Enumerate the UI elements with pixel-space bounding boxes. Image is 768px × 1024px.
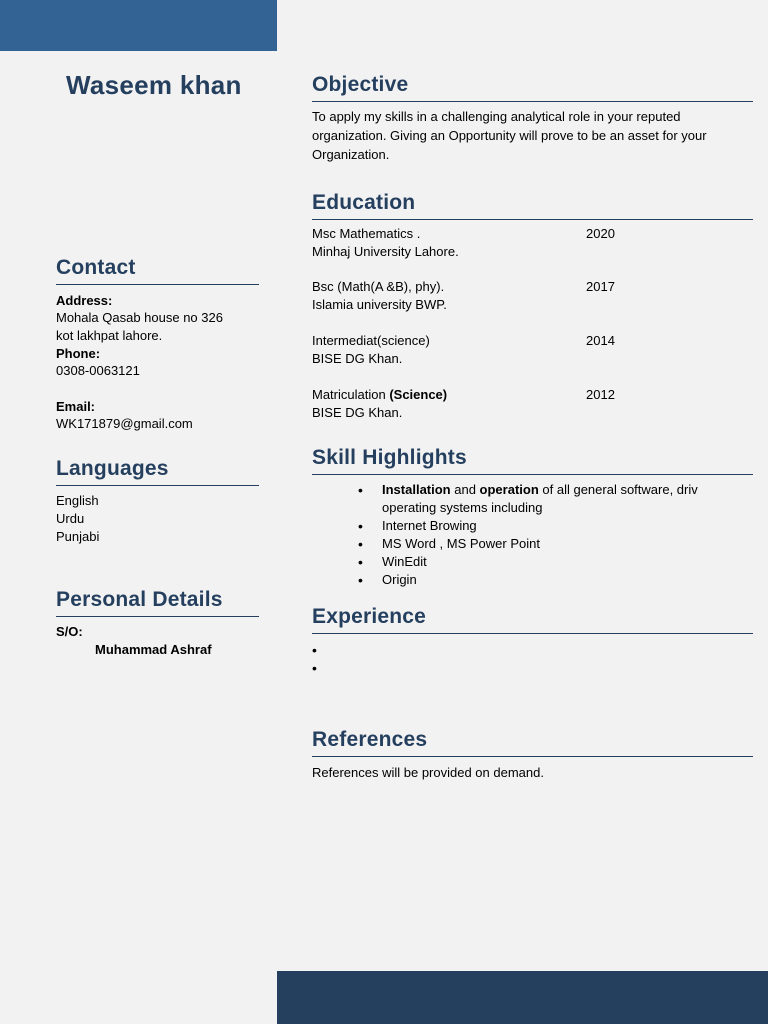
- list-item: • MS Word , MS Power Point: [312, 535, 753, 553]
- objective-line-1: To apply my skills in a challenging analytical role in your reputed: [312, 109, 681, 124]
- skill-text: and: [450, 482, 480, 497]
- education-degree: Bsc (Math(A &B), phy).: [312, 279, 445, 294]
- education-year: 2012: [586, 387, 615, 402]
- education-degree: Intermediat(science): [312, 333, 430, 348]
- education-institute: BISE DG Khan.: [312, 405, 403, 420]
- education-institute: Minhaj University Lahore.: [312, 244, 459, 259]
- education-institute: BISE DG Khan.: [312, 351, 403, 366]
- bottom-banner: [277, 971, 768, 1024]
- email-value: WK171879@gmail.com: [56, 416, 193, 431]
- skills-heading: Skill Highlights: [312, 446, 753, 475]
- education-year: 2017: [586, 279, 615, 294]
- list-item: • WinEdit: [312, 553, 753, 571]
- contact-heading: Contact: [56, 256, 259, 285]
- personal-details-heading: Personal Details: [56, 588, 259, 617]
- references-text: References will be provided on demand.: [312, 765, 544, 780]
- education-institute: Islamia university BWP.: [312, 297, 447, 312]
- address-line-2: kot lakhpat lahore.: [56, 328, 163, 343]
- phone-label: Phone:: [56, 346, 101, 361]
- skill-text: operating systems including: [382, 500, 543, 515]
- list-item: [266, 641, 707, 659]
- address-label: Address:: [56, 293, 113, 308]
- experience-list: [266, 641, 707, 677]
- list-item: [312, 481, 753, 517]
- language-item: Punjabi: [56, 529, 100, 544]
- references-heading: References: [312, 728, 753, 757]
- so-label: S/O:: [56, 624, 83, 639]
- skill-bold-text: Installation: [382, 482, 451, 497]
- skills-list: [312, 481, 753, 589]
- list-item: • Origin: [312, 571, 753, 589]
- objective-line-3: Organization.: [312, 147, 390, 162]
- education-degree-bold: (Science): [389, 387, 448, 402]
- resume-name: Waseem khan: [66, 70, 242, 100]
- list-item: • Internet Browing: [312, 517, 753, 535]
- skill-text: of all general software, driv: [538, 482, 698, 497]
- language-item: Urdu: [56, 511, 85, 526]
- phone-value: 0308-0063121: [56, 363, 140, 378]
- education-entry: [312, 386, 732, 422]
- education-entry: [312, 278, 732, 314]
- email-label: Email:: [56, 399, 96, 414]
- languages-heading: Languages: [56, 457, 259, 486]
- education-year: 2014: [586, 333, 615, 348]
- education-year: 2020: [586, 226, 615, 241]
- education-degree: Matriculation: [312, 387, 390, 402]
- education-heading: Education: [312, 191, 753, 220]
- objective-line-2: organization. Giving an Opportunity will prove to be an asset for your: [312, 128, 707, 143]
- address-line-1: Mohala Qasab house no 326: [56, 310, 223, 325]
- education-entry: [312, 332, 732, 368]
- education-degree: Msc Mathematics .: [312, 226, 421, 241]
- objective-heading: Objective: [312, 73, 753, 102]
- experience-heading: Experience: [312, 605, 753, 634]
- top-banner: [0, 0, 277, 51]
- education-entry: [312, 225, 732, 261]
- so-value: Muhammad Ashraf: [95, 642, 212, 657]
- skill-bold-text: operation: [479, 482, 539, 497]
- language-item: English: [56, 493, 99, 508]
- list-item: [266, 659, 707, 677]
